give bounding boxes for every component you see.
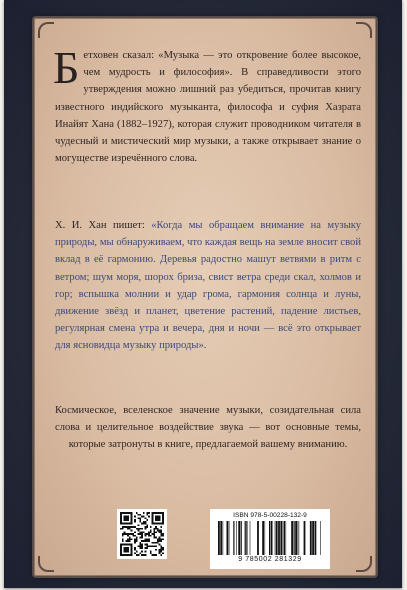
book-back-cover <box>4 0 402 588</box>
ornament-corner <box>356 556 372 572</box>
isbn-digits: 9 785002 281329 <box>238 556 302 563</box>
isbn-label: ISBN 978-5-00228-132-9 <box>233 512 307 519</box>
intro-paragraph <box>53 42 361 167</box>
summary-text: Космическое, вселенское значение музыки, созидательная сила слова и целительное воздействие звука — вот основные темы, которые затронуты в книге, предлагаемой вашему вниманию. <box>55 405 361 451</box>
ornament-corner <box>38 22 54 38</box>
quote-paragraph <box>55 217 361 355</box>
barcode-bars <box>218 521 322 555</box>
intro-text: етховен сказал: «Музыка — это откровение более высокое, чем мудрость и философия». В справедливости этого утверждения можно лишний раз убедиться, прочитав книгу известного индийского музыканта, философа и суфия Хазрата Инайят Хана (1882–1927), которая служит проводником читателя в чудесный и мистический мир музыки, а также открывает знание о могуществе изречённого слова. <box>55 50 361 165</box>
ornament-corner <box>356 22 372 38</box>
qr-code <box>117 509 167 559</box>
drop-cap: Б <box>53 42 80 93</box>
quote-intro: Х. И. Хан пишет: <box>55 220 152 231</box>
summary-paragraph <box>55 402 361 454</box>
text-panel <box>34 18 376 576</box>
isbn-barcode <box>210 509 330 569</box>
quote-text: «Когда мы обращаем внимание на музыку природы, мы обнаруживаем, что каждая вещь на земле вносит свой вклад в её гармонию. Деревья радостно машут ветвями в ритм с ветром; шум моря, шорох бриза, свист ветра среди скал, холмов и гор; вспышка молнии и удар грома, гармония солнца и луны, движение звёзд и планет, цветение растений, падение листьев, регулярная смена утра и вечера, дня и ночи — всё это открывает для ясновидца музыку природы». <box>55 220 361 352</box>
ornament-corner <box>38 556 54 572</box>
